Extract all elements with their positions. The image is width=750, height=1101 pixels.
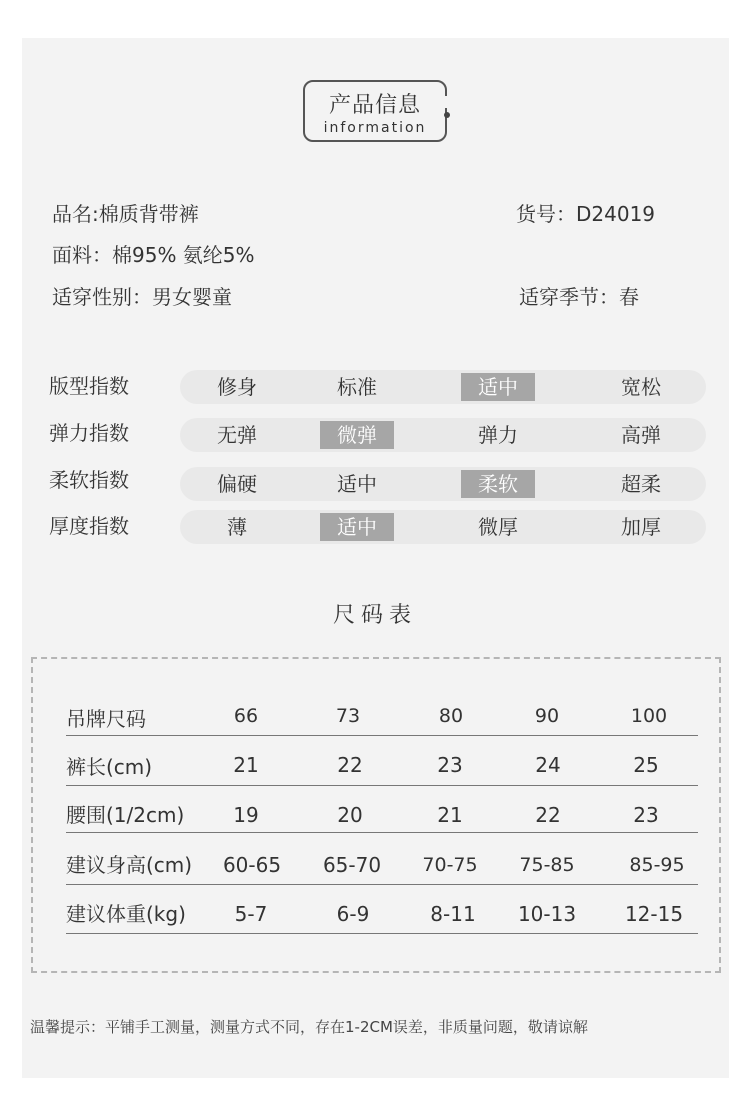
row-divider bbox=[66, 884, 698, 885]
index-option: 标准 bbox=[337, 375, 377, 399]
table-cell: 25 bbox=[633, 753, 659, 777]
index-track bbox=[180, 467, 706, 501]
table-cell: 6-9 bbox=[336, 902, 370, 926]
index-label: 弹力指数 bbox=[49, 421, 129, 445]
index-track bbox=[180, 418, 706, 452]
item-number: 货号：D24019 bbox=[516, 202, 656, 226]
index-option: 微弹 bbox=[320, 421, 394, 449]
row-divider bbox=[66, 832, 698, 833]
badge-subtitle: information bbox=[323, 120, 427, 136]
row-label: 腰围(1/2cm) bbox=[66, 803, 185, 827]
index-option: 适中 bbox=[320, 513, 394, 541]
table-cell: 10-13 bbox=[517, 902, 577, 926]
index-label: 厚度指数 bbox=[49, 514, 129, 538]
table-cell: 5-7 bbox=[234, 902, 268, 926]
table-cell: 24 bbox=[535, 753, 561, 777]
table-cell: 22 bbox=[535, 803, 561, 827]
index-option: 偏硬 bbox=[217, 472, 257, 496]
table-cell: 12-15 bbox=[624, 902, 684, 926]
index-option: 无弹 bbox=[217, 423, 257, 447]
table-cell: 20 bbox=[337, 803, 363, 827]
gender-info: 适穿性别：男女婴童 bbox=[52, 285, 232, 309]
table-cell: 65-70 bbox=[322, 853, 382, 877]
index-option: 弹力 bbox=[478, 423, 518, 447]
index-option: 薄 bbox=[227, 515, 247, 539]
season-info: 适穿季节：春 bbox=[519, 285, 639, 309]
table-cell: 90 bbox=[534, 705, 560, 727]
index-option: 适中 bbox=[461, 373, 535, 401]
table-cell: 19 bbox=[233, 803, 259, 827]
table-cell: 100 bbox=[630, 705, 668, 727]
index-track bbox=[180, 510, 706, 544]
row-divider bbox=[66, 735, 698, 736]
index-option: 加厚 bbox=[621, 515, 661, 539]
fabric-info: 面料：棉95% 氨纶5% bbox=[52, 243, 255, 267]
table-cell: 85-95 bbox=[629, 854, 685, 876]
table-cell: 23 bbox=[633, 803, 659, 827]
row-divider bbox=[66, 785, 698, 786]
product-name: 品名:棉质背带裤 bbox=[52, 202, 199, 226]
index-option: 柔软 bbox=[461, 470, 535, 498]
index-label: 柔软指数 bbox=[49, 468, 129, 492]
table-cell: 60-65 bbox=[222, 853, 282, 877]
row-label: 建议体重(kg) bbox=[66, 902, 186, 926]
table-cell: 21 bbox=[437, 803, 463, 827]
table-cell: 23 bbox=[437, 753, 463, 777]
info-badge bbox=[303, 80, 447, 142]
table-cell: 73 bbox=[335, 705, 361, 727]
index-track bbox=[180, 370, 706, 404]
size-table-title: 尺码表 bbox=[332, 603, 417, 628]
index-option: 高弹 bbox=[621, 423, 661, 447]
table-cell: 8-11 bbox=[430, 902, 476, 926]
index-option: 超柔 bbox=[621, 472, 661, 496]
badge-title: 产品信息 bbox=[328, 93, 421, 118]
table-cell: 66 bbox=[233, 705, 259, 727]
index-option: 适中 bbox=[337, 472, 377, 496]
row-label: 裤长(cm) bbox=[66, 755, 153, 779]
table-cell: 70-75 bbox=[422, 854, 478, 876]
row-label: 建议身高(cm) bbox=[66, 853, 193, 877]
table-cell: 75-85 bbox=[519, 854, 575, 876]
table-cell: 21 bbox=[233, 753, 259, 777]
index-option: 微厚 bbox=[478, 515, 518, 539]
index-label: 版型指数 bbox=[49, 374, 129, 398]
index-option: 宽松 bbox=[621, 375, 661, 399]
row-label: 吊牌尺码 bbox=[66, 707, 146, 731]
row-divider bbox=[66, 933, 698, 934]
index-option: 修身 bbox=[217, 375, 257, 399]
table-cell: 22 bbox=[337, 753, 363, 777]
table-cell: 80 bbox=[438, 705, 464, 727]
measurement-note: 温馨提示：平铺手工测量，测量方式不同，存在1-2CM误差，非质量问题，敬请谅解 bbox=[30, 1018, 588, 1036]
